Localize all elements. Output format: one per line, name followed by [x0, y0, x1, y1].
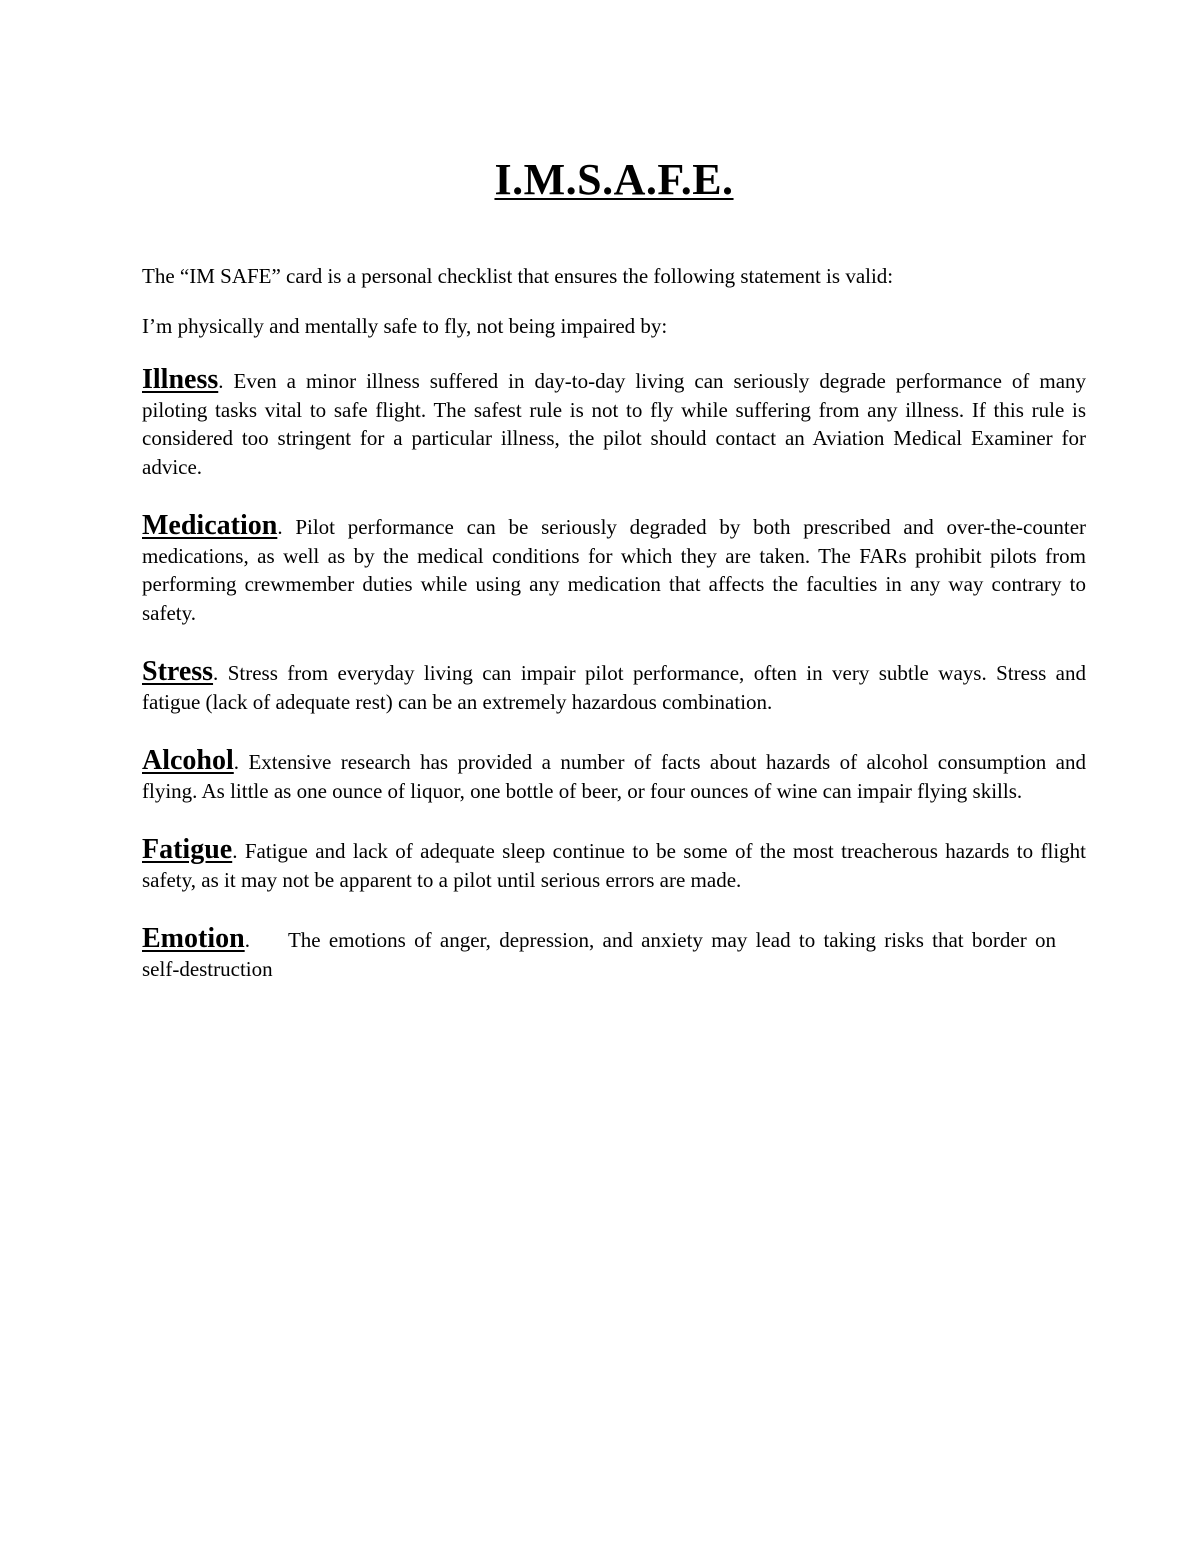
- section-heading-emotion: Emotion: [142, 923, 245, 954]
- intro-statement: The “IM SAFE” card is a personal checklist that ensures the following statement is valid:: [142, 264, 894, 288]
- section-body-fatigue: Fatigue and lack of adequate sleep continue to be some of the most treacherous hazards to flight safety, as it may not be apparent to a pilot until serious errors are made.: [142, 839, 1086, 892]
- section-illness: Illness. Even a minor illness suffered in day-to-day living can seriously degrade performance of many piloting tasks vital to safe flight. The safest rule is not to fly while suffering from any illness. If this rule is considered too stringent for a particular illness, the pilot should contact an Aviation Medical Examiner for advice.: [142, 364, 1087, 479]
- section-fatigue: Fatigue. Fatigue and lack of adequate sleep continue to be some of the most treacherous hazards to flight safety, as it may not be apparent to a pilot until serious errors are made.: [142, 834, 1086, 892]
- section-body-stress: Stress from everyday living can impair pilot performance, often in very subtle ways. Stress and fatigue (lack of adequate rest) can be an extremely hazardous combination.: [142, 661, 1086, 714]
- intro-impairment-line: I’m physically and mentally safe to fly, not being impaired by:: [142, 314, 668, 338]
- section-body-illness: Even a minor illness suffered in day-to-day living can seriously degrade performance of many piloting tasks vital to safe flight. The safest rule is not to fly while suffering from any illness. If this rule is considered too stringent for a particular illness, the pilot should contact an Aviation Medical Examiner for advice.: [142, 369, 1087, 479]
- section-stress: Stress. Stress from everyday living can impair pilot performance, often in very subtle ways. Stress and fatigue (lack of adequate rest) can be an extremely hazardous combination.: [142, 656, 1086, 714]
- section-emotion: Emotion. The emotions of anger, depression, and anxiety may lead to taking risks that border on self-destruction: [142, 923, 1056, 981]
- section-body-emotion: The emotions of anger, depression, and anxiety may lead to taking risks that border on self-destruction: [142, 928, 1056, 981]
- section-medication: Medication. Pilot performance can be seriously degraded by both prescribed and over-the-counter medications, as well as by the medical conditions for which they are taken. The FARs prohibit pilots from performing crewmember duties while using any medication that affects the faculties in any way contrary to safety.: [142, 510, 1087, 625]
- section-heading-alcohol: Alcohol: [142, 745, 234, 776]
- section-heading-medication: Medication: [142, 510, 278, 541]
- document-page: [142, 150, 1086, 983]
- section-heading-fatigue: Fatigue: [142, 834, 233, 865]
- section-body-alcohol: Extensive research has provided a number of facts about hazards of alcohol consumption and flying. As little as one ounce of liquor, one bottle of beer, or four ounces of wine can impair flying skills.: [142, 750, 1087, 803]
- document-title: I.M.S.A.F.E.: [494, 155, 734, 204]
- section-alcohol: Alcohol. Extensive research has provided a number of facts about hazards of alcohol consumption and flying. As little as one ounce of liquor, one bottle of beer, or four ounces of wine can impair flying skills.: [142, 745, 1087, 803]
- section-heading-stress: Stress: [142, 656, 214, 687]
- section-body-medication: Pilot performance can be seriously degraded by both prescribed and over-the-counter medications, as well as by the medical conditions for which they are taken. The FARs prohibit pilots from performing crewmember duties while using any medication that affects the faculties in any way contrary to safety.: [142, 515, 1087, 625]
- section-heading-illness: Illness: [142, 364, 219, 395]
